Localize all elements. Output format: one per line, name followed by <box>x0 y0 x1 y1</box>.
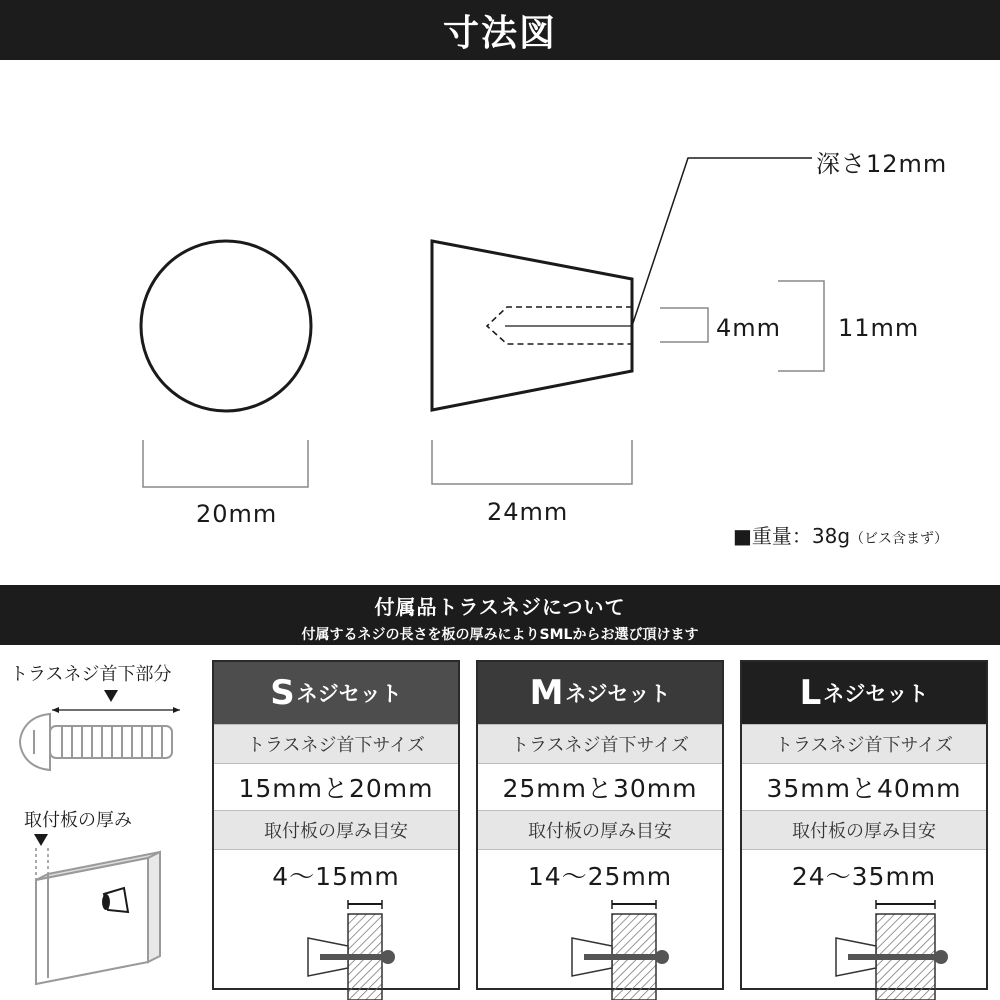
board-thickness-label: 取付板の厚み <box>24 810 132 831</box>
board-thickness-range: 14〜25mm <box>527 862 673 891</box>
screw-size-heading: トラスネジ首下サイズ <box>742 724 986 764</box>
screw-head <box>655 950 669 964</box>
length-label: 24mm <box>487 498 569 526</box>
set-name: ネジセット <box>296 682 402 706</box>
set-card-header <box>478 662 722 724</box>
weight-info <box>733 520 948 549</box>
accessory-title: 付属品トラスネジについて <box>374 595 626 619</box>
board-thickness-heading: 取付板の厚み目安 <box>478 810 722 850</box>
hole-dimension-bracket <box>660 308 708 342</box>
page-title: 寸法図 <box>442 12 557 54</box>
board-thickness-range: 24〜35mm <box>791 862 937 891</box>
screw-size-value: 15mmと20mm <box>238 774 434 803</box>
height-label: 11mm <box>838 314 920 342</box>
screw-size-value: 35mmと40mm <box>766 774 962 803</box>
accessory-subtitle: 付属するネジの長さを板の厚みによりSMLからお選び頂けます <box>301 627 699 643</box>
weight-label: ■重量：38g <box>733 524 851 548</box>
screw-size-value: 25mmと30mm <box>502 774 698 803</box>
mounting-diagram <box>764 900 964 1000</box>
set-size-letter: S <box>270 673 295 713</box>
set-card-m <box>476 660 724 990</box>
set-name: ネジセット <box>823 682 929 706</box>
circle-width-bracket <box>143 440 308 487</box>
down-arrow-icon <box>104 690 118 702</box>
set-card-header <box>742 662 986 724</box>
down-arrow-icon <box>34 834 48 846</box>
knob-front-view <box>141 241 311 411</box>
depth-leader-line <box>632 158 812 326</box>
set-card-header <box>214 662 458 724</box>
screw-hole-dashed <box>487 307 632 344</box>
screw-icon <box>20 714 172 770</box>
weight-note: （ビス含まず） <box>850 531 949 547</box>
screw-head <box>381 950 395 964</box>
mounting-diagram <box>500 900 700 1000</box>
set-card-l <box>740 660 988 990</box>
screw-part-label: トラスネジ首下部分 <box>10 664 172 685</box>
accessory-banner <box>0 585 1000 645</box>
circle-width-label: 20mm <box>196 500 278 528</box>
screw-size-heading: トラスネジ首下サイズ <box>478 724 722 764</box>
screw-illustration <box>12 686 192 786</box>
hole-diameter-label: 4mm <box>716 314 782 342</box>
set-size-letter: L <box>799 673 822 713</box>
mounting-diagram <box>236 900 436 1000</box>
screw-size-heading: トラスネジ首下サイズ <box>214 724 458 764</box>
set-name: ネジセット <box>565 682 671 706</box>
set-card-s <box>212 660 460 990</box>
board-thickness-range: 4〜15mm <box>272 862 400 891</box>
screw-head <box>934 950 948 964</box>
board-illustration <box>20 832 170 992</box>
board-thickness-heading: 取付板の厚み目安 <box>742 810 986 850</box>
board-icon <box>36 852 160 984</box>
set-size-letter: M <box>529 673 564 713</box>
height-dimension-bracket <box>778 281 824 371</box>
depth-label: 深さ12mm <box>816 150 948 178</box>
board-thickness-heading: 取付板の厚み目安 <box>214 810 458 850</box>
length-bracket <box>432 440 632 484</box>
